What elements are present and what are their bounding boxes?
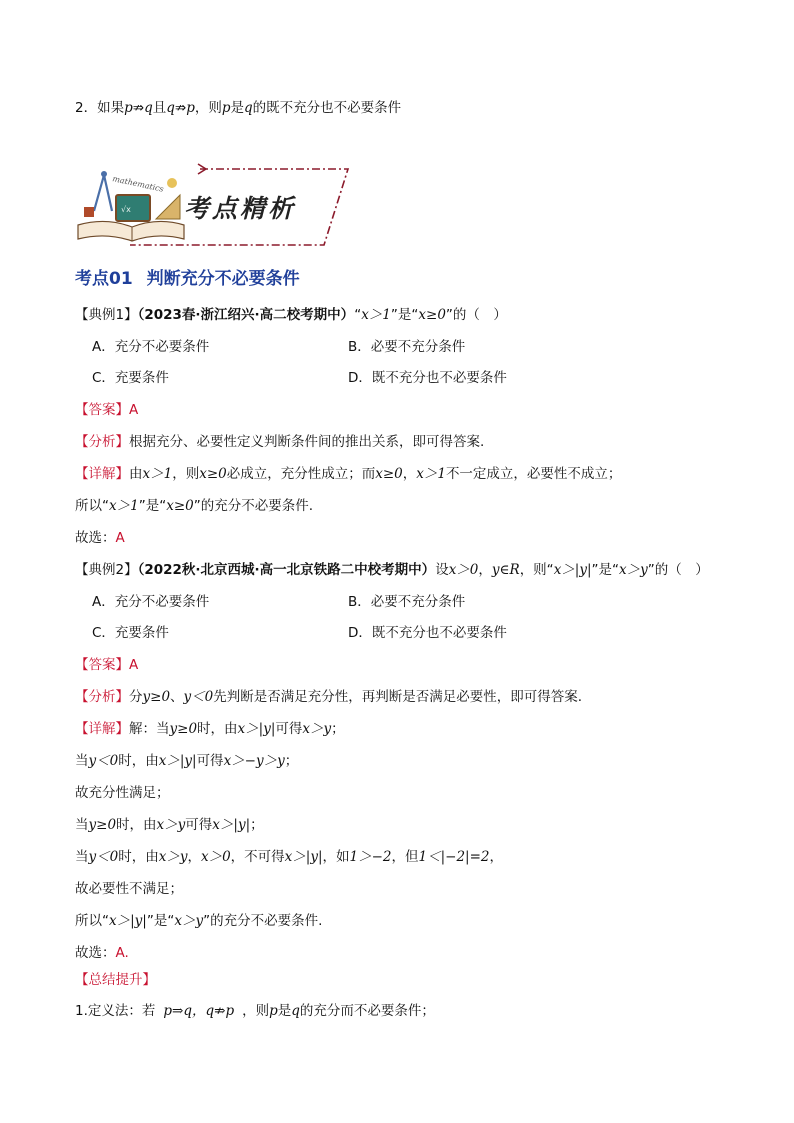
text: 当 (75, 753, 89, 769)
text: ； (284, 753, 299, 769)
text: ”的充分不必要条件. (203, 913, 323, 929)
ex2-answer (75, 655, 138, 675)
math-expr: x＞0 (200, 849, 231, 865)
text: ， (402, 466, 417, 482)
summary-tag: 【总结提升】 (75, 972, 156, 988)
mathematics-text: mathematics (111, 174, 165, 194)
text-then: ，则 (194, 100, 222, 116)
text-end: ”的（ ） (445, 307, 507, 323)
text: ，则 (242, 1003, 270, 1019)
ex2-option-b: B．必要不充分条件 (348, 594, 466, 610)
math-expr: y∈R (491, 562, 520, 578)
text: 先判断是否满足充分性，再判断是否满足必要性，即可得答案. (213, 689, 583, 705)
svg-text:√x: √x (121, 205, 131, 214)
text: ， (187, 849, 201, 865)
math-expr: x＞|y| (109, 913, 147, 929)
math-expr: x＞1 (361, 307, 391, 323)
text: ， (478, 562, 492, 578)
math-expr: p⇒q，q⇏p (163, 1003, 235, 1019)
ex1-source: （2023春·浙江绍兴·高二校考期中） (137, 307, 355, 323)
analysis-tag: 【分析】 (75, 434, 129, 450)
ex1-tag: 【典例1】 (75, 307, 138, 323)
ex1-choose (75, 528, 125, 548)
math-expr: x＞y (156, 817, 186, 833)
ex1-detail-line-2 (75, 496, 313, 516)
choose-label: 故选： (75, 530, 116, 546)
text: 由 (129, 466, 143, 482)
ex2-choose (75, 943, 129, 963)
ex2-detail-line-7 (75, 911, 322, 931)
ex2-option-c: C．充要条件 (92, 625, 169, 641)
text: 1.定义法：若 (75, 1003, 156, 1019)
math-expr: x＞1 (416, 466, 446, 482)
math-expr: y＜0 (183, 689, 214, 705)
math-expr: x＞|y| (212, 817, 251, 833)
text-is: 是 (230, 100, 244, 116)
math-expr: y＜0 (88, 849, 119, 865)
ex1-question (75, 305, 507, 325)
rule-number: 2．如果 (75, 100, 125, 116)
text: 时，由 (116, 817, 157, 833)
lightbulb-icon (167, 178, 177, 188)
text: 时，由 (118, 849, 159, 865)
text: 可得 (185, 817, 213, 833)
math-expr: x≥0 (375, 466, 403, 482)
math-expr: x＞1 (109, 498, 139, 514)
ex2-option-d: D．既不充分也不必要条件 (348, 625, 507, 641)
math-expr: x＞|y| (284, 849, 323, 865)
ex2-detail-line-1 (75, 719, 345, 739)
ex2-detail-line-3: 故充分性满足； (75, 785, 170, 801)
summary-line-1 (75, 1001, 435, 1021)
math-expr: x＞y (174, 913, 204, 929)
math-expr: x＞0 (448, 562, 479, 578)
compass-icon (94, 175, 112, 211)
ex2-detail-line-2 (75, 751, 298, 771)
math-expr: x≥0 (166, 498, 194, 514)
choose-label: 故选： (75, 945, 116, 961)
text: 所以“ (75, 498, 109, 514)
text: ”的（ ） (647, 562, 709, 578)
text: 所以“ (75, 913, 109, 929)
detail-tag: 【详解】 (75, 466, 129, 482)
ex1-option-d: D．既不充分也不必要条件 (348, 370, 507, 386)
not-implies-symbol: ⇏ (174, 100, 187, 116)
math-expr: y≥0 (169, 721, 198, 737)
ex2-option-a: A．充分不必要条件 (92, 594, 210, 610)
analysis-tag: 【分析】 (75, 689, 129, 705)
math-expr: x≥0 (418, 307, 446, 323)
math-expr: p (269, 1003, 278, 1019)
answer-tag: 【答案】 (75, 657, 129, 673)
ex2-analysis (75, 687, 582, 707)
math-expr: x＞y (619, 562, 648, 578)
ex2-detail-line-6: 故必要性不满足； (75, 881, 183, 897)
math-expr: 1＜|−2|=2 (418, 849, 490, 865)
section-title: 判断充分不必要条件 (146, 269, 300, 289)
text: ，则 (172, 466, 200, 482)
math-expr: q (291, 1003, 300, 1019)
math-expr: x＞y (158, 849, 188, 865)
text: ，如 (322, 849, 350, 865)
text: 可得 (196, 753, 224, 769)
ex2-question (75, 560, 709, 580)
ex1-option-c: C．充要条件 (92, 370, 169, 386)
text: ”是“ (591, 562, 620, 578)
quote-open: “ (354, 307, 362, 323)
math-expr: x＞1 (142, 466, 173, 482)
math-expr: x≥0 (199, 466, 227, 482)
text: 、 (170, 689, 184, 705)
text: ”是“ (138, 498, 167, 514)
ex2-source: （2022秋·北京西城·高一北京铁路二中校考期中） (137, 562, 436, 578)
answer-tag: 【答案】 (75, 402, 129, 418)
text-is: ”是“ (390, 307, 419, 323)
math-expr: y≥0 (142, 689, 171, 705)
text: ，不可得 (230, 849, 285, 865)
math-p: p (124, 100, 133, 116)
text-tail: 的既不充分也不必要条件 (252, 100, 402, 116)
bag-icon (84, 207, 94, 217)
text: 时，由 (197, 721, 238, 737)
book-icon (78, 221, 184, 241)
ex2-tag: 【典例2】 (75, 562, 138, 578)
ex2-detail-line-5 (75, 847, 503, 867)
text-and: 且 (152, 100, 167, 116)
banner-title: 考点精析 (184, 194, 297, 223)
ex1-answer (75, 400, 138, 420)
text: ； (250, 817, 264, 833)
ex1-option-b: B．必要不充分条件 (348, 339, 466, 355)
choose-answer: A (115, 530, 125, 546)
text: ，则“ (519, 562, 554, 578)
answer-value: A (129, 657, 139, 673)
answer-value: A (129, 402, 139, 418)
section-code: 考点01 (75, 269, 133, 289)
text: 解：当 (129, 721, 170, 737)
ex1-option-a: A．充分不必要条件 (92, 339, 210, 355)
math-q: q (144, 100, 153, 116)
ex1-detail-line-1 (75, 464, 621, 484)
text: 时，由 (118, 753, 159, 769)
ex1-analysis (75, 432, 484, 452)
set-square-icon (156, 195, 180, 219)
text: 是 (277, 1003, 292, 1019)
text: 设 (435, 562, 449, 578)
text: ； (331, 721, 345, 737)
ex2-detail-line-4 (75, 815, 264, 835)
text: 当 (75, 817, 89, 833)
text: ”是“ (146, 913, 175, 929)
rule-2-line (75, 98, 401, 118)
text: 可得 (275, 721, 303, 737)
math-expr: x＞y (302, 721, 332, 737)
text: ，但 (391, 849, 419, 865)
text: ， (489, 849, 504, 865)
section-heading (75, 264, 300, 289)
math-expr: x＞|y| (553, 562, 592, 578)
math-p: p (186, 100, 195, 116)
math-expr: 1＞−2 (349, 849, 392, 865)
math-expr: x＞−y＞y (223, 753, 285, 769)
text: 不一定成立，必要性不成立； (445, 466, 622, 482)
math-expr: y≥0 (88, 817, 117, 833)
text: 分 (129, 689, 143, 705)
detail-tag: 【详解】 (75, 721, 129, 737)
text: ”的充分不必要条件. (193, 498, 314, 514)
text: 当 (75, 849, 89, 865)
math-expr: x＞|y| (237, 721, 276, 737)
math-expr: x＞|y| (158, 753, 197, 769)
text: 必成立，充分性成立；而 (226, 466, 376, 482)
math-q: q (244, 100, 253, 116)
math-expr: y＜0 (88, 753, 119, 769)
math-q: q (166, 100, 175, 116)
text: 的充分而不必要条件； (299, 1003, 435, 1019)
choose-answer: A. (115, 945, 129, 961)
analysis-text: 根据充分、必要性定义判断条件间的推出关系，即可得答案. (129, 434, 485, 450)
not-implies-symbol: ⇏ (132, 100, 145, 116)
math-p: p (221, 100, 231, 116)
